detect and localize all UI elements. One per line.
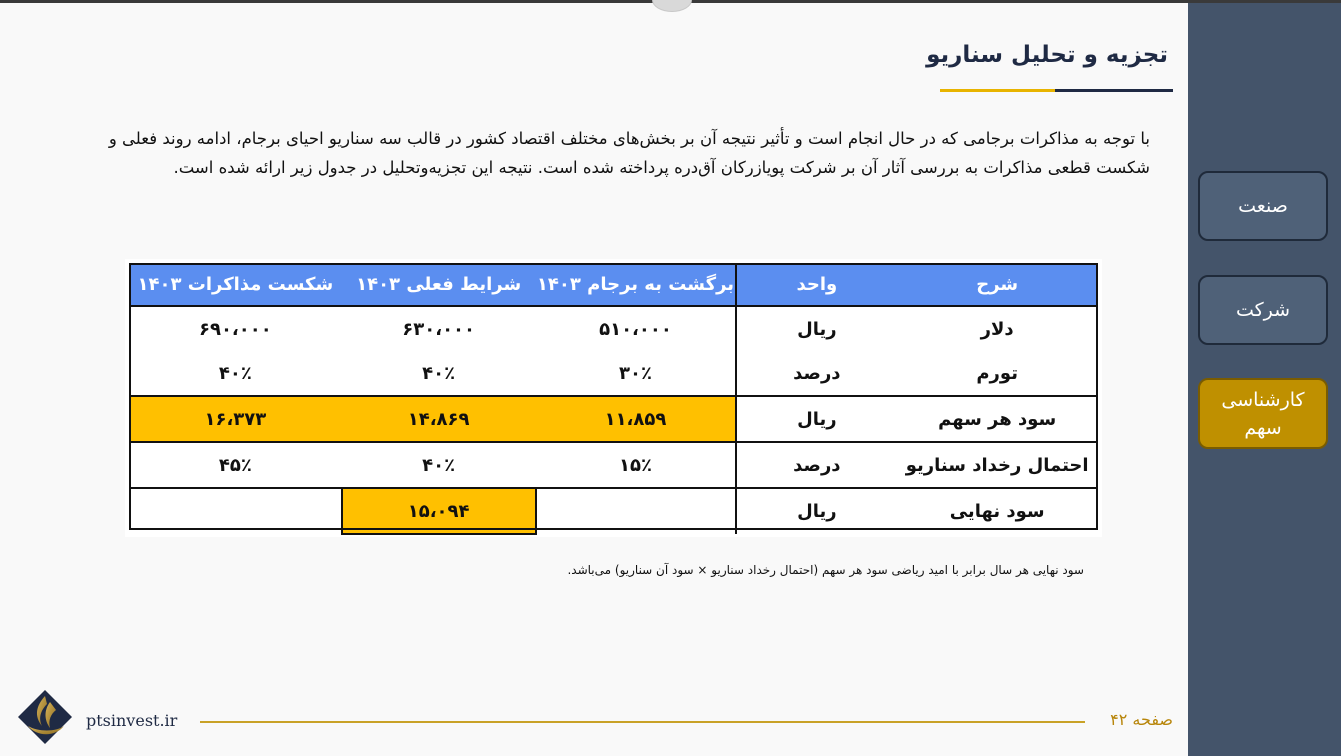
row-unit: درصد [736, 351, 896, 396]
table-header-row [129, 263, 1098, 306]
nav-stock-analysis-button[interactable] [1198, 378, 1328, 449]
row-value: ۱۴،۸۶۹ [342, 396, 536, 442]
row-value: ۳۰٪ [618, 362, 652, 384]
header-unit: واحد [736, 263, 896, 306]
row-desc: تورم [976, 362, 1018, 384]
row-value: ۶۳۰،۰۰۰ [402, 318, 476, 340]
table-row-eps [129, 396, 1098, 442]
header-desc: شرح [896, 263, 1098, 306]
table-row-final [129, 488, 1098, 534]
row-value: ۱۶،۳۷۳ [129, 396, 342, 442]
nav-stock-label-line2: سهم [1244, 416, 1282, 439]
nav-company-label: شرکت [1235, 299, 1291, 321]
footnote: سود نهایی هر سال برابر با امید ریاضی سود هر سهم (احتمال رخداد سناریو × سود آن سناریو) می‌باشد. [567, 563, 1084, 577]
row-value: ۴۵٪ [218, 454, 252, 476]
nav-industry-button[interactable] [1198, 171, 1328, 241]
row-value: ۱۱،۸۵۹ [536, 396, 737, 442]
row-value: ۴۰٪ [422, 454, 456, 476]
table-row [129, 351, 1098, 396]
header-scenario-3: شکست مذاکرات ۱۴۰۳ [129, 263, 342, 306]
row-desc: احتمال رخداد سناریو [905, 454, 1089, 476]
final-unit: ریال [736, 488, 896, 534]
title-underline-gold [940, 89, 1055, 92]
company-logo-icon [14, 686, 76, 748]
row-unit: ریال [736, 396, 896, 442]
nav-industry-label: صنعت [1238, 195, 1288, 217]
title-underline-dark [1055, 89, 1173, 92]
row-value: ۶۹۰،۰۰۰ [198, 318, 272, 340]
header-scenario-1: برگشت به برجام ۱۴۰۳ [536, 263, 737, 306]
final-empty-cell [129, 488, 342, 534]
final-value: ۱۵،۰۹۴ [342, 488, 536, 534]
row-value: ۴۰٪ [218, 362, 252, 384]
final-empty-cell [536, 488, 737, 534]
row-value: ۵۱۰،۰۰۰ [599, 318, 672, 340]
footer-divider [200, 721, 1085, 723]
nav-company-button[interactable] [1198, 275, 1328, 345]
row-desc: سود هر سهم [896, 396, 1098, 442]
scenario-table [129, 263, 1098, 535]
row-unit: ریال [736, 306, 896, 351]
intro-paragraph: با توجه به مذاکرات برجامی که در حال انجام است و تأثیر نتیجه آن بر بخش‌های مختلف اقتصاد کشور در قالب سه سناریو احیای برجام، ادامه روند فعلی و شکست قطعی مذاکرات به بررسی آثار آن بر شرکت پویازرکان آق‌دره پرداخته شده است. نتیجه این تجزیه‌وتحلیل در جدول زیر ارائه شده است. [108, 129, 1150, 177]
header-scenario-2: شرایط فعلی ۱۴۰۳ [342, 263, 536, 306]
nav-stock-label-line1: کارشناسی [1221, 388, 1305, 411]
row-value: ۴۰٪ [422, 362, 456, 384]
table-row [129, 442, 1098, 488]
page-title: تجزیه و تحلیل سناریو [926, 42, 1168, 68]
row-desc: دلار [980, 318, 1014, 340]
final-desc: سود نهایی [896, 488, 1098, 534]
table-row [129, 306, 1098, 351]
website-link[interactable]: ptsinvest.ir [86, 711, 178, 730]
scenario-table-container [125, 259, 1102, 537]
top-handle [652, 0, 692, 12]
row-value: ۱۵٪ [618, 454, 652, 476]
row-unit: درصد [736, 442, 896, 488]
page-number: صفحه ۴۲ [1110, 710, 1173, 729]
